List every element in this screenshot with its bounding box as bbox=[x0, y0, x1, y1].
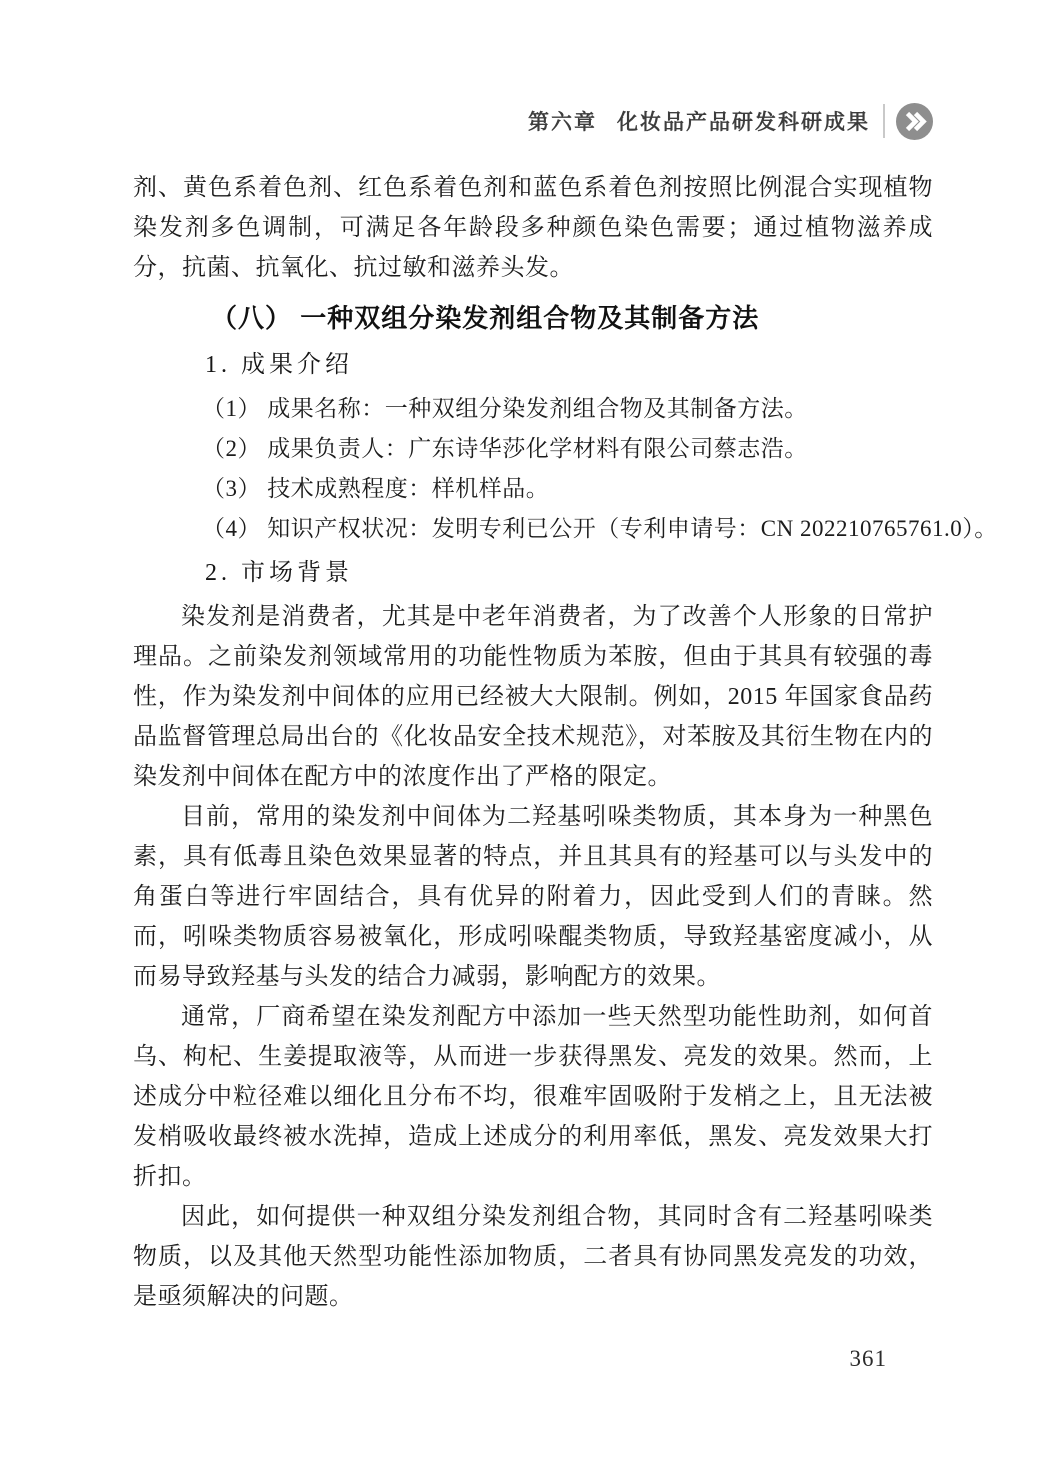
header-divider bbox=[883, 104, 885, 138]
result-item-3: （3） 技术成熟程度：样机样品。 bbox=[202, 476, 550, 501]
subsection-heading-1: 1. 成果介绍 bbox=[205, 352, 353, 378]
result-item-1: （1） 成果名称：一种双组分染发剂组合物及其制备方法。 bbox=[202, 396, 808, 421]
paragraph-market-4: 因此，如何提供一种双组分染发剂组合物，其同时含有二羟基吲哚类物质，以及其他天然型功能性添加物质，二者具有协同黑发亮发的功效，是亟须解决的问题。 bbox=[133, 1204, 933, 1310]
paragraph-market-1: 染发剂是消费者，尤其是中老年消费者，为了改善个人形象的日常护理品。之前染发剂领域常用的功能性物质为苯胺，但由于其具有较强的毒性，作为染发剂中间体的应用已经被大大限制。例如，2015 年国家食品药品监督管理总局出台的《化妆品安全技术规范》，对苯胺及其衍生物在内的染发剂中间体在配方中的浓度作出了严格的限定。 bbox=[133, 604, 933, 790]
result-item-4: （4） 知识产权状况：发明专利已公开（专利申请号：CN 202210765761.0）。 bbox=[202, 516, 998, 541]
chapter-title: 化妆品产品研发科研成果 bbox=[617, 111, 870, 134]
running-header bbox=[133, 100, 933, 142]
chapter-label: 第六章 bbox=[528, 111, 597, 134]
page-body bbox=[133, 168, 998, 1317]
result-item-2: （2） 成果负责人：广东诗华莎化学材料有限公司蔡志浩。 bbox=[202, 436, 808, 461]
section-heading: （八） 一种双组分染发剂组合物及其制备方法 bbox=[211, 303, 760, 333]
subsection-heading-2: 2. 市场背景 bbox=[205, 560, 353, 586]
paragraph-market-3: 通常，厂商希望在染发剂配方中添加一些天然型功能性助剂，如何首乌、枸杞、生姜提取液等，从而进一步获得黑发、亮发的效果。然而，上述成分中粒径难以细化且分布不均，很难牢固吸附于发梢之上，且无法被发梢吸收最终被水洗掉，造成上述成分的利用率低，黑发、亮发效果大打折扣。 bbox=[133, 1004, 933, 1190]
double-right-chevron-icon bbox=[896, 103, 933, 140]
continued-paragraph: 剂、黄色系着色剂、红色系着色剂和蓝色系着色剂按照比例混合实现植物染发剂多色调制，可满足各年龄段多种颜色染色需要；通过植物滋养成分，抗菌、抗氧化、抗过敏和滋养头发。 bbox=[133, 175, 933, 281]
paragraph-market-2: 目前，常用的染发剂中间体为二羟基吲哚类物质，其本身为一种黑色素，具有低毒且染色效果显著的特点，并且其具有的羟基可以与头发中的角蛋白等进行牢固结合，具有优异的附着力，因此受到人们的青睐。然而，吲哚类物质容易被氧化，形成吲哚醌类物质，导致羟基密度减小，从而易导致羟基与头发的结合力减弱，影响配方的效果。 bbox=[133, 804, 933, 990]
page-number: 361 bbox=[849, 1346, 887, 1371]
